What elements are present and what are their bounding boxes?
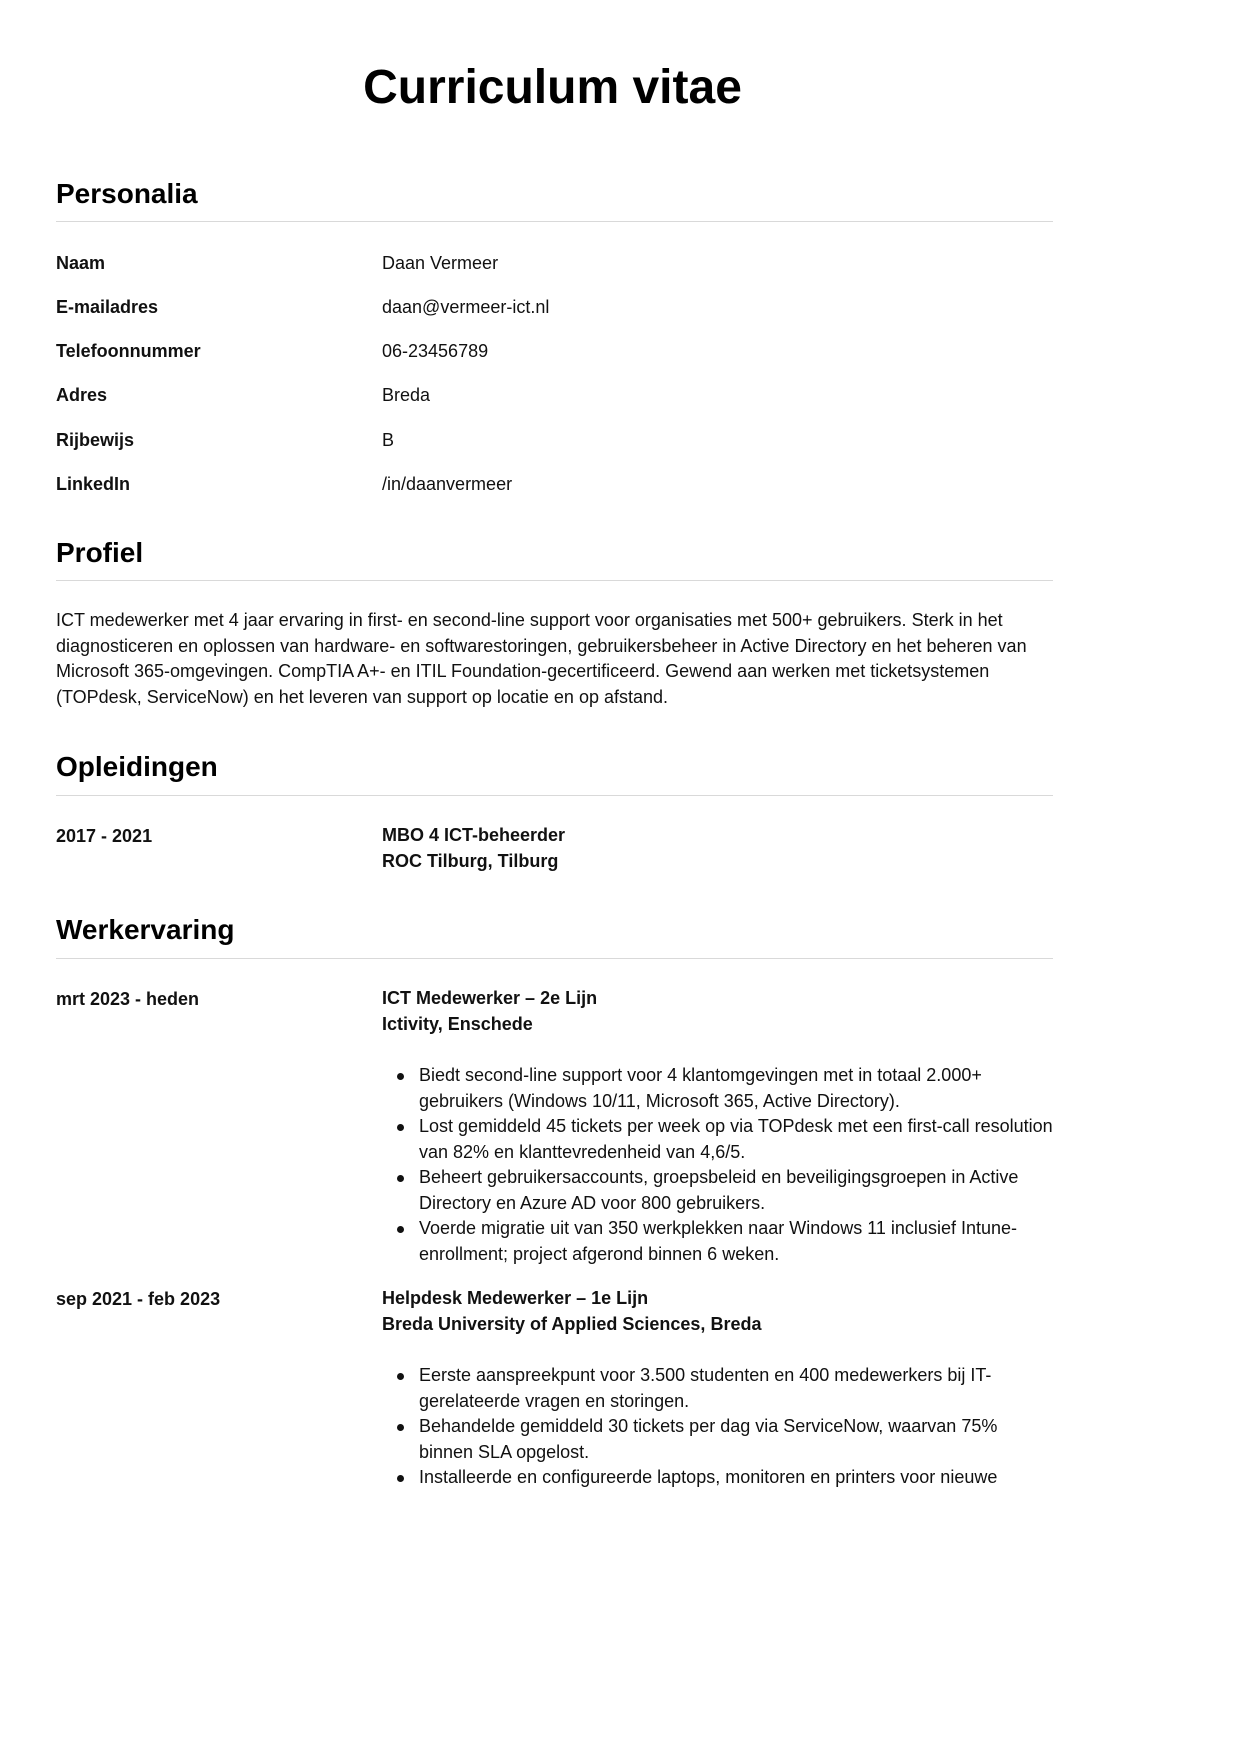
job-period: sep 2021 - feb 2023 <box>56 1289 221 1309</box>
job-bullet: Eerste aanspreekpunt voor 3.500 studenten en 400 medewerkers bij IT-gerelateerde vragen en storingen. <box>382 1363 1054 1414</box>
job-bullet: Biedt second-line support voor 4 klantomgevingen met in totaal 2.000+ gebruikers (Windows 10/11, Microsoft 365, Active Directory). <box>382 1063 1054 1114</box>
job-title: Helpdesk Medewerker – 1e Lijn <box>382 1288 649 1308</box>
section-heading-personalia: Personalia <box>56 178 198 209</box>
job-bullet-list <box>382 1363 1054 1491</box>
field-value: /in/daanvermeer <box>382 474 513 494</box>
job-bullet: Lost gemiddeld 45 tickets per week op via TOPdesk met een first-call resolution van 82% en klanttevredenheid van 4,6/5. <box>382 1114 1054 1165</box>
section-heading-werkervaring: Werkervaring <box>56 914 235 945</box>
field-label: Naam <box>56 253 106 273</box>
section-divider <box>56 795 1053 796</box>
section-divider <box>56 580 1053 581</box>
section-divider <box>56 958 1053 959</box>
job-heading <box>382 986 597 1037</box>
section-divider <box>56 221 1053 222</box>
job-bullet: Installeerde en configureerde laptops, monitoren en printers voor nieuwe <box>382 1465 1054 1491</box>
field-label: E-mailadres <box>56 297 159 317</box>
section-heading-profiel: Profiel <box>56 537 144 568</box>
field-label: Telefoonnummer <box>56 341 201 361</box>
page-title: Curriculum vitae <box>363 61 742 114</box>
job-bullet: Behandelde gemiddeld 30 tickets per dag via ServiceNow, waarvan 75% binnen SLA opgelost. <box>382 1414 1054 1465</box>
section-heading-opleidingen: Opleidingen <box>56 751 218 782</box>
education-institution: ROC Tilburg, Tilburg <box>382 850 559 871</box>
education-title: MBO 4 ICT-beheerder <box>382 825 566 845</box>
field-value: 06-23456789 <box>382 341 489 361</box>
job-bullet: Beheert gebruikersaccounts, groepsbeleid en beveiligingsgroepen in Active Directory en Azure AD voor 800 gebruikers. <box>382 1165 1054 1216</box>
job-heading <box>382 1286 761 1337</box>
job-company: Ictivity, Enschede <box>382 1013 533 1034</box>
field-label: Adres <box>56 385 108 405</box>
field-value: daan@vermeer-ict.nl <box>382 297 550 317</box>
field-label: Rijbewijs <box>56 430 135 450</box>
job-bullet: Voerde migratie uit van 350 werkplekken naar Windows 11 inclusief Intune-enrollment; project afgerond binnen 6 weken. <box>382 1216 1054 1267</box>
field-value: B <box>382 430 395 450</box>
education-period: 2017 - 2021 <box>56 826 153 846</box>
job-title: ICT Medewerker – 2e Lijn <box>382 988 598 1008</box>
field-value: Daan Vermeer <box>382 253 499 273</box>
profile-text: ICT medewerker met 4 jaar ervaring in first- en second-line support voor organisaties met 500+ gebruikers. Sterk in het diagnosticeren en oplossen van hardware- en softwarestoringen, gebruikersbeheer in Active Directory en het beheren van Microsoft 365-omgevingen. CompTIA A+- en ITIL Foundation-gecertificeerd. Gewend aan werken met ticketsystemen (TOPdesk, ServiceNow) en het leveren van support op locatie en op afstand. <box>56 610 1027 707</box>
job-company: Breda University of Applied Sciences, Breda <box>382 1313 762 1334</box>
job-bullet-list <box>382 1063 1054 1267</box>
field-value: Breda <box>382 385 431 405</box>
education-entry <box>382 823 565 874</box>
job-period: mrt 2023 - heden <box>56 989 200 1009</box>
field-label: LinkedIn <box>56 474 131 494</box>
